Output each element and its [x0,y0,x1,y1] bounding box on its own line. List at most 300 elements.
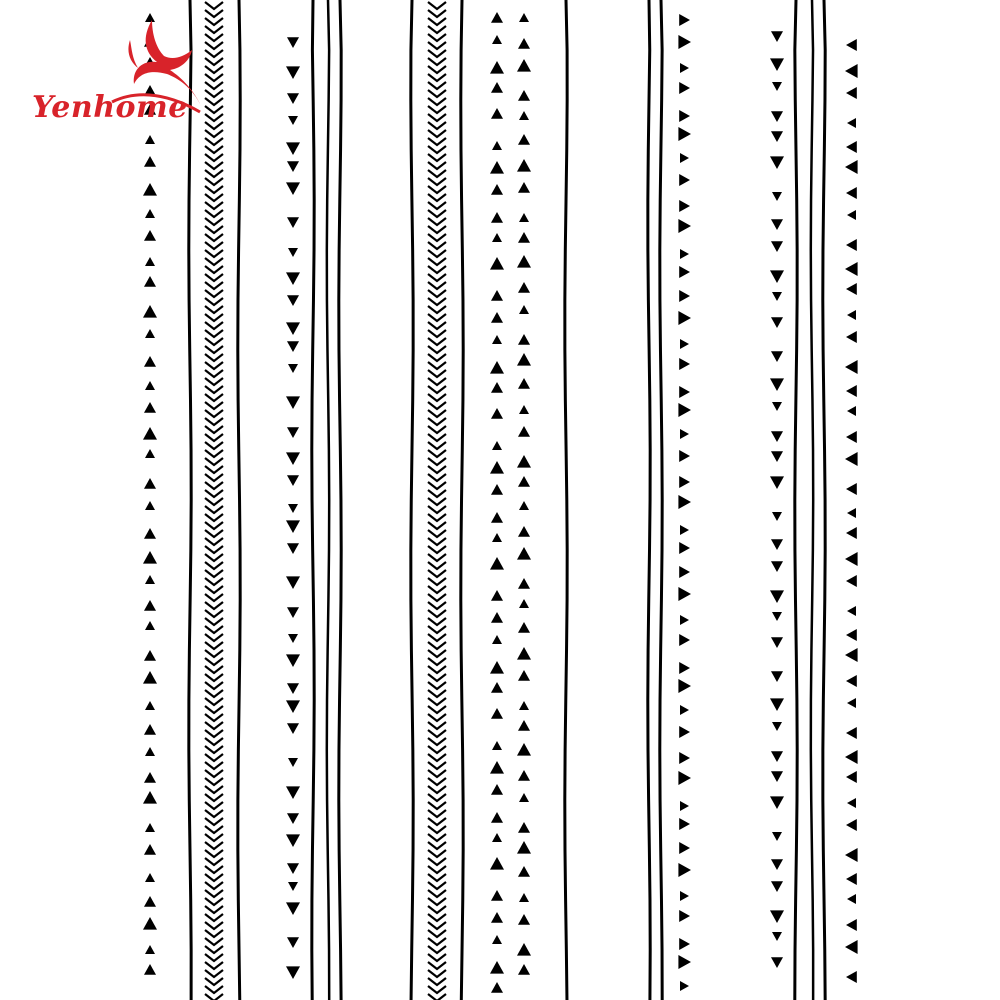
triangle-mark [771,31,783,42]
triangle-mark [490,557,504,570]
chevron-mark [428,2,446,9]
chevron-mark [428,482,446,489]
chevron-mark [428,770,446,777]
triangle-mark [845,452,858,466]
chevron-mark [428,90,446,97]
chevron-mark [428,954,446,961]
triangle-mark [287,93,299,104]
triangle-mark [679,752,690,764]
triangle-mark [287,863,299,874]
triangle-mark [847,118,856,128]
triangle-mark [771,751,783,762]
triangle-mark [286,452,300,465]
chevron-mark [205,978,223,985]
triangle-mark [847,508,856,518]
chevron-mark [205,402,223,409]
chevron-mark [428,818,446,825]
triangle-mark [145,135,155,144]
triangle-mark [846,483,857,495]
triangle-mark [286,966,300,979]
triangle-mark [145,501,155,510]
triangle-mark [491,184,503,195]
triangle-mark [678,219,691,233]
chevron-mark [428,442,446,449]
chevron-mark [205,858,223,865]
triangle-mark [678,35,691,49]
triangle-mark [288,116,298,125]
triangle-mark [518,770,530,781]
chevron-mark [205,930,223,937]
triangle-mark [518,38,530,49]
chevron-mark [205,162,223,169]
chevron-mark [428,74,446,81]
chevron-mark [205,618,223,625]
triangle-mark [492,935,502,944]
chevron-mark [428,458,446,465]
chevron-mark [205,386,223,393]
chevron-mark [205,2,223,9]
triangle-mark [846,819,857,831]
triangle-mark [680,153,689,163]
triangle-mark [492,141,502,150]
triangle-mark [846,87,857,99]
triangle-mark [678,955,691,969]
triangle-mark [678,127,691,141]
triangle-mark [490,857,504,870]
triangle-mark [678,311,691,325]
triangle-mark [517,841,531,854]
triangle-mark [770,910,784,923]
chevron-mark [428,978,446,985]
triangle-mark [491,312,503,323]
triangle-mark [490,61,504,74]
triangle-mark [771,859,783,870]
chevron-mark [205,442,223,449]
triangle-mark [144,724,156,735]
triangle-mark [679,910,690,922]
triangle-mark [286,576,300,589]
triangle-mark [287,683,299,694]
triangle-mark [286,272,300,285]
chevron-mark [205,554,223,561]
chevron-mark [428,882,446,889]
triangle-mark [286,654,300,667]
chevron-mark [428,618,446,625]
vertical-line [189,0,191,1000]
chevron-mark [205,266,223,273]
chevron-mark [205,778,223,785]
triangle-mark [492,635,502,644]
triangle-mark [846,283,857,295]
triangle-mark [491,784,503,795]
chevron-mark [428,266,446,273]
triangle-mark [847,606,856,616]
chevron-mark [428,650,446,657]
chevron-mark [205,298,223,305]
triangle-mark [518,378,530,389]
chevron-mark [428,498,446,505]
triangle-mark [490,461,504,474]
brand-logo-text: Yenhome [32,90,188,125]
triangle-mark [492,335,502,344]
chevron-mark [205,762,223,769]
triangle-mark [518,578,530,589]
chevron-mark [428,946,446,953]
chevron-mark [428,570,446,577]
triangle-mark [492,833,502,842]
chevron-mark [205,530,223,537]
triangle-mark [143,427,157,440]
triangle-mark [517,743,531,756]
chevron-mark [428,338,446,345]
chevron-mark [428,594,446,601]
triangle-mark [144,356,156,367]
vertical-line [648,0,650,1000]
triangle-mark [491,408,503,419]
chevron-mark [428,658,446,665]
vertical-line [811,0,813,1000]
triangle-mark [845,360,858,374]
chevron-mark [205,538,223,545]
chevron-mark [428,674,446,681]
triangle-mark [678,679,691,693]
triangle-mark [518,720,530,731]
triangle-mark [518,866,530,877]
chevron-mark [428,122,446,129]
chevron-mark [428,106,446,113]
chevron-mark [205,634,223,641]
chevron-mark [205,682,223,689]
triangle-mark [287,937,299,948]
triangle-mark [846,141,857,153]
vertical-line [461,0,463,1000]
chevron-mark [205,154,223,161]
chevron-mark [205,882,223,889]
triangle-mark [519,305,529,314]
triangle-mark [519,13,529,22]
triangle-mark [287,341,299,352]
chevron-mark [205,842,223,849]
triangle-mark [286,520,300,533]
triangle-mark [679,566,690,578]
triangle-mark [678,403,691,417]
triangle-mark [144,402,156,413]
chevron-mark [428,210,446,217]
triangle-mark [771,317,783,328]
chevron-mark [205,690,223,697]
triangle-mark [145,945,155,954]
chevron-mark [428,466,446,473]
chevron-mark [428,722,446,729]
triangle-mark [145,823,155,832]
chevron-mark [205,674,223,681]
chevron-mark [205,226,223,233]
triangle-mark [679,200,690,212]
chevron-mark [428,410,446,417]
triangle-mark [771,539,783,550]
chevron-mark [428,330,446,337]
triangle-mark [145,701,155,710]
chevron-mark [205,802,223,809]
chevron-mark [205,210,223,217]
triangle-mark [288,504,298,513]
chevron-mark [205,786,223,793]
chevron-mark [428,82,446,89]
triangle-mark [845,648,858,662]
chevron-mark [205,514,223,521]
chevron-mark [428,578,446,585]
chevron-mark [428,58,446,65]
triangle-mark [287,161,299,172]
triangle-mark [770,590,784,603]
triangle-mark [518,914,530,925]
triangle-mark [679,174,690,186]
chevron-mark [205,258,223,265]
chevron-mark [205,418,223,425]
chevron-mark [428,530,446,537]
triangle-mark [847,698,856,708]
chevron-mark [428,418,446,425]
triangle-mark [518,964,530,975]
triangle-mark [845,64,858,78]
triangle-mark [286,322,300,335]
chevron-mark [428,906,446,913]
chevron-mark [428,738,446,745]
triangle-mark [491,12,503,23]
triangle-mark [846,771,857,783]
chevron-mark [205,570,223,577]
chevron-mark [205,594,223,601]
chevron-mark [205,730,223,737]
chevron-mark [205,914,223,921]
triangle-mark [679,726,690,738]
triangle-mark [491,484,503,495]
chevron-mark [205,410,223,417]
chevron-mark [428,114,446,121]
triangle-mark [772,192,782,201]
chevron-mark [428,26,446,33]
triangle-mark [144,650,156,661]
chevron-mark [205,482,223,489]
chevron-mark [205,962,223,969]
chevron-mark [428,874,446,881]
triangle-mark [518,90,530,101]
triangle-mark [287,813,299,824]
triangle-mark [491,982,503,993]
chevron-mark [428,506,446,513]
chevron-mark [205,658,223,665]
triangle-mark [678,771,691,785]
triangle-mark [143,671,157,684]
triangle-mark [518,232,530,243]
chevron-mark [428,858,446,865]
chevron-mark [205,770,223,777]
chevron-mark [428,930,446,937]
triangle-mark [680,339,689,349]
triangle-mark [144,276,156,287]
chevron-mark [205,650,223,657]
triangle-mark [847,894,856,904]
triangle-mark [145,329,155,338]
chevron-mark [205,706,223,713]
chevron-mark [205,322,223,329]
chevron-mark [428,154,446,161]
chevron-mark [428,754,446,761]
chevron-mark [428,938,446,945]
chevron-mark [428,306,446,313]
triangle-mark [286,396,300,409]
chevron-mark [205,506,223,513]
triangle-mark [144,528,156,539]
triangle-mark [491,890,503,901]
chevron-mark [205,874,223,881]
triangle-mark [517,159,531,172]
chevron-mark [205,906,223,913]
chevron-mark [428,746,446,753]
triangle-mark [770,796,784,809]
chevron-mark [428,490,446,497]
triangle-mark [518,134,530,145]
vertical-line [795,0,797,1000]
triangle-mark [288,248,298,257]
triangle-mark [678,863,691,877]
triangle-mark [491,290,503,301]
triangle-mark [519,405,529,414]
triangle-mark [770,378,784,391]
triangle-mark [680,891,689,901]
triangle-mark [771,881,783,892]
chevron-mark [205,890,223,897]
vertical-line [327,0,329,1000]
triangle-mark [679,938,690,950]
triangle-mark [846,385,857,397]
chevron-mark [428,794,446,801]
chevron-mark [205,986,223,993]
triangle-mark [517,353,531,366]
chevron-mark [428,370,446,377]
triangle-mark [287,723,299,734]
triangle-mark [144,964,156,975]
triangle-mark [679,818,690,830]
chevron-mark [428,194,446,201]
triangle-mark [144,600,156,611]
triangle-mark [145,257,155,266]
chevron-mark [428,242,446,249]
chevron-mark [205,610,223,617]
triangle-mark [679,662,690,674]
triangle-mark [519,893,529,902]
chevron-mark [205,522,223,529]
triangle-mark [845,848,858,862]
chevron-mark [428,314,446,321]
chevron-mark [428,258,446,265]
triangle-mark [519,111,529,120]
triangle-mark [519,501,529,510]
chevron-mark [205,122,223,129]
triangle-mark [846,727,857,739]
triangle-mark [144,478,156,489]
chevron-mark [428,546,446,553]
chevron-mark [428,554,446,561]
triangle-mark [679,14,690,26]
chevron-mark [428,986,446,993]
chevron-mark [205,274,223,281]
chevron-mark [205,378,223,385]
triangle-mark [678,495,691,509]
triangle-mark [286,66,300,79]
chevron-mark [428,778,446,785]
chevron-mark [205,138,223,145]
chevron-mark [205,290,223,297]
chevron-mark [205,602,223,609]
triangle-mark [519,793,529,802]
triangle-mark [143,917,157,930]
triangle-mark [144,772,156,783]
chevron-mark [428,786,446,793]
triangle-mark [845,750,858,764]
triangle-mark [845,262,858,276]
triangle-mark [490,661,504,674]
triangle-mark [145,873,155,882]
triangle-mark [490,361,504,374]
chevron-mark [205,466,223,473]
triangle-mark [287,295,299,306]
triangle-mark [491,708,503,719]
chevron-mark [428,274,446,281]
triangle-mark [846,873,857,885]
chevron-mark [205,850,223,857]
chevron-mark [205,146,223,153]
triangle-mark [490,161,504,174]
chevron-mark [428,234,446,241]
triangle-mark [518,622,530,633]
triangle-mark [287,543,299,554]
triangle-mark [143,551,157,564]
chevron-mark [205,218,223,225]
triangle-mark [846,431,857,443]
triangle-mark [845,160,858,174]
chevron-mark [428,898,446,905]
triangle-mark [679,266,690,278]
triangle-mark [517,943,531,956]
chevron-mark [205,754,223,761]
chevron-mark [205,186,223,193]
chevron-mark [205,338,223,345]
chevron-mark [205,498,223,505]
chevron-mark [428,762,446,769]
triangle-mark [679,634,690,646]
triangle-mark [771,131,783,142]
chevron-mark [428,450,446,457]
triangle-mark [287,217,299,228]
chevron-mark [428,186,446,193]
chevron-mark [428,178,446,185]
triangle-mark [144,230,156,241]
vertical-line [411,0,413,1000]
triangle-mark [518,282,530,293]
triangle-mark [679,358,690,370]
chevron-mark [428,18,446,25]
triangle-mark [492,533,502,542]
chevron-mark [205,586,223,593]
chevron-mark [205,810,223,817]
triangle-mark [492,741,502,750]
chevron-mark [205,234,223,241]
triangle-mark [770,270,784,283]
triangle-mark [490,257,504,270]
triangle-mark [680,63,689,73]
chevron-mark [205,458,223,465]
